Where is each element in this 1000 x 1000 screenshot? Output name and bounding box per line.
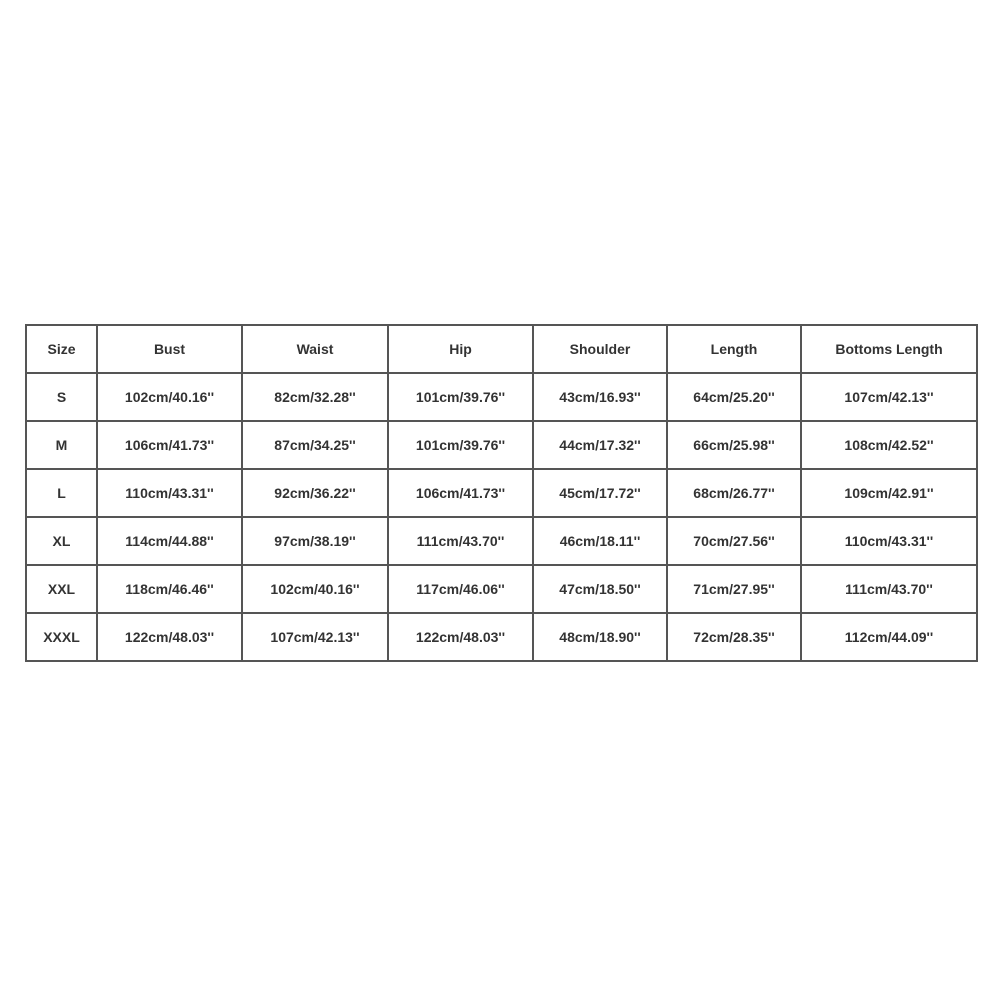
bottoms-length-cell: 108cm/42.52'' [801,421,977,469]
hip-cell: 117cm/46.06'' [388,565,533,613]
length-cell: 68cm/26.77'' [667,469,801,517]
table-row [26,469,977,517]
shoulder-cell: 44cm/17.32'' [533,421,667,469]
table-row [26,565,977,613]
length-cell: 71cm/27.95'' [667,565,801,613]
hip-cell: 106cm/41.73'' [388,469,533,517]
shoulder-cell: 47cm/18.50'' [533,565,667,613]
shoulder-cell: 46cm/18.11'' [533,517,667,565]
bust-cell: 102cm/40.16'' [97,373,242,421]
bust-cell: 114cm/44.88'' [97,517,242,565]
bottoms-length-cell: 107cm/42.13'' [801,373,977,421]
shoulder-cell: 48cm/18.90'' [533,613,667,661]
waist-cell: 82cm/32.28'' [242,373,388,421]
hip-cell: 111cm/43.70'' [388,517,533,565]
table-row [26,517,977,565]
header-hip: Hip [388,325,533,373]
size-cell: M [26,421,97,469]
waist-cell: 97cm/38.19'' [242,517,388,565]
table-row [26,421,977,469]
hip-cell: 101cm/39.76'' [388,373,533,421]
length-cell: 70cm/27.56'' [667,517,801,565]
waist-cell: 87cm/34.25'' [242,421,388,469]
bust-cell: 110cm/43.31'' [97,469,242,517]
bust-cell: 122cm/48.03'' [97,613,242,661]
header-bust: Bust [97,325,242,373]
bust-cell: 106cm/41.73'' [97,421,242,469]
header-waist: Waist [242,325,388,373]
size-cell: S [26,373,97,421]
header-length: Length [667,325,801,373]
length-cell: 66cm/25.98'' [667,421,801,469]
size-cell: XXXL [26,613,97,661]
bottoms-length-cell: 112cm/44.09'' [801,613,977,661]
bottoms-length-cell: 109cm/42.91'' [801,469,977,517]
length-cell: 72cm/28.35'' [667,613,801,661]
size-cell: L [26,469,97,517]
table-row [26,373,977,421]
bust-cell: 118cm/46.46'' [97,565,242,613]
shoulder-cell: 43cm/16.93'' [533,373,667,421]
table-row [26,613,977,661]
size-chart-table [25,324,978,662]
waist-cell: 102cm/40.16'' [242,565,388,613]
size-cell: XXL [26,565,97,613]
size-cell: XL [26,517,97,565]
header-size: Size [26,325,97,373]
header-shoulder: Shoulder [533,325,667,373]
waist-cell: 92cm/36.22'' [242,469,388,517]
hip-cell: 122cm/48.03'' [388,613,533,661]
header-row [26,325,977,373]
hip-cell: 101cm/39.76'' [388,421,533,469]
bottoms-length-cell: 110cm/43.31'' [801,517,977,565]
waist-cell: 107cm/42.13'' [242,613,388,661]
bottoms-length-cell: 111cm/43.70'' [801,565,977,613]
length-cell: 64cm/25.20'' [667,373,801,421]
shoulder-cell: 45cm/17.72'' [533,469,667,517]
header-bottoms-length: Bottoms Length [801,325,977,373]
